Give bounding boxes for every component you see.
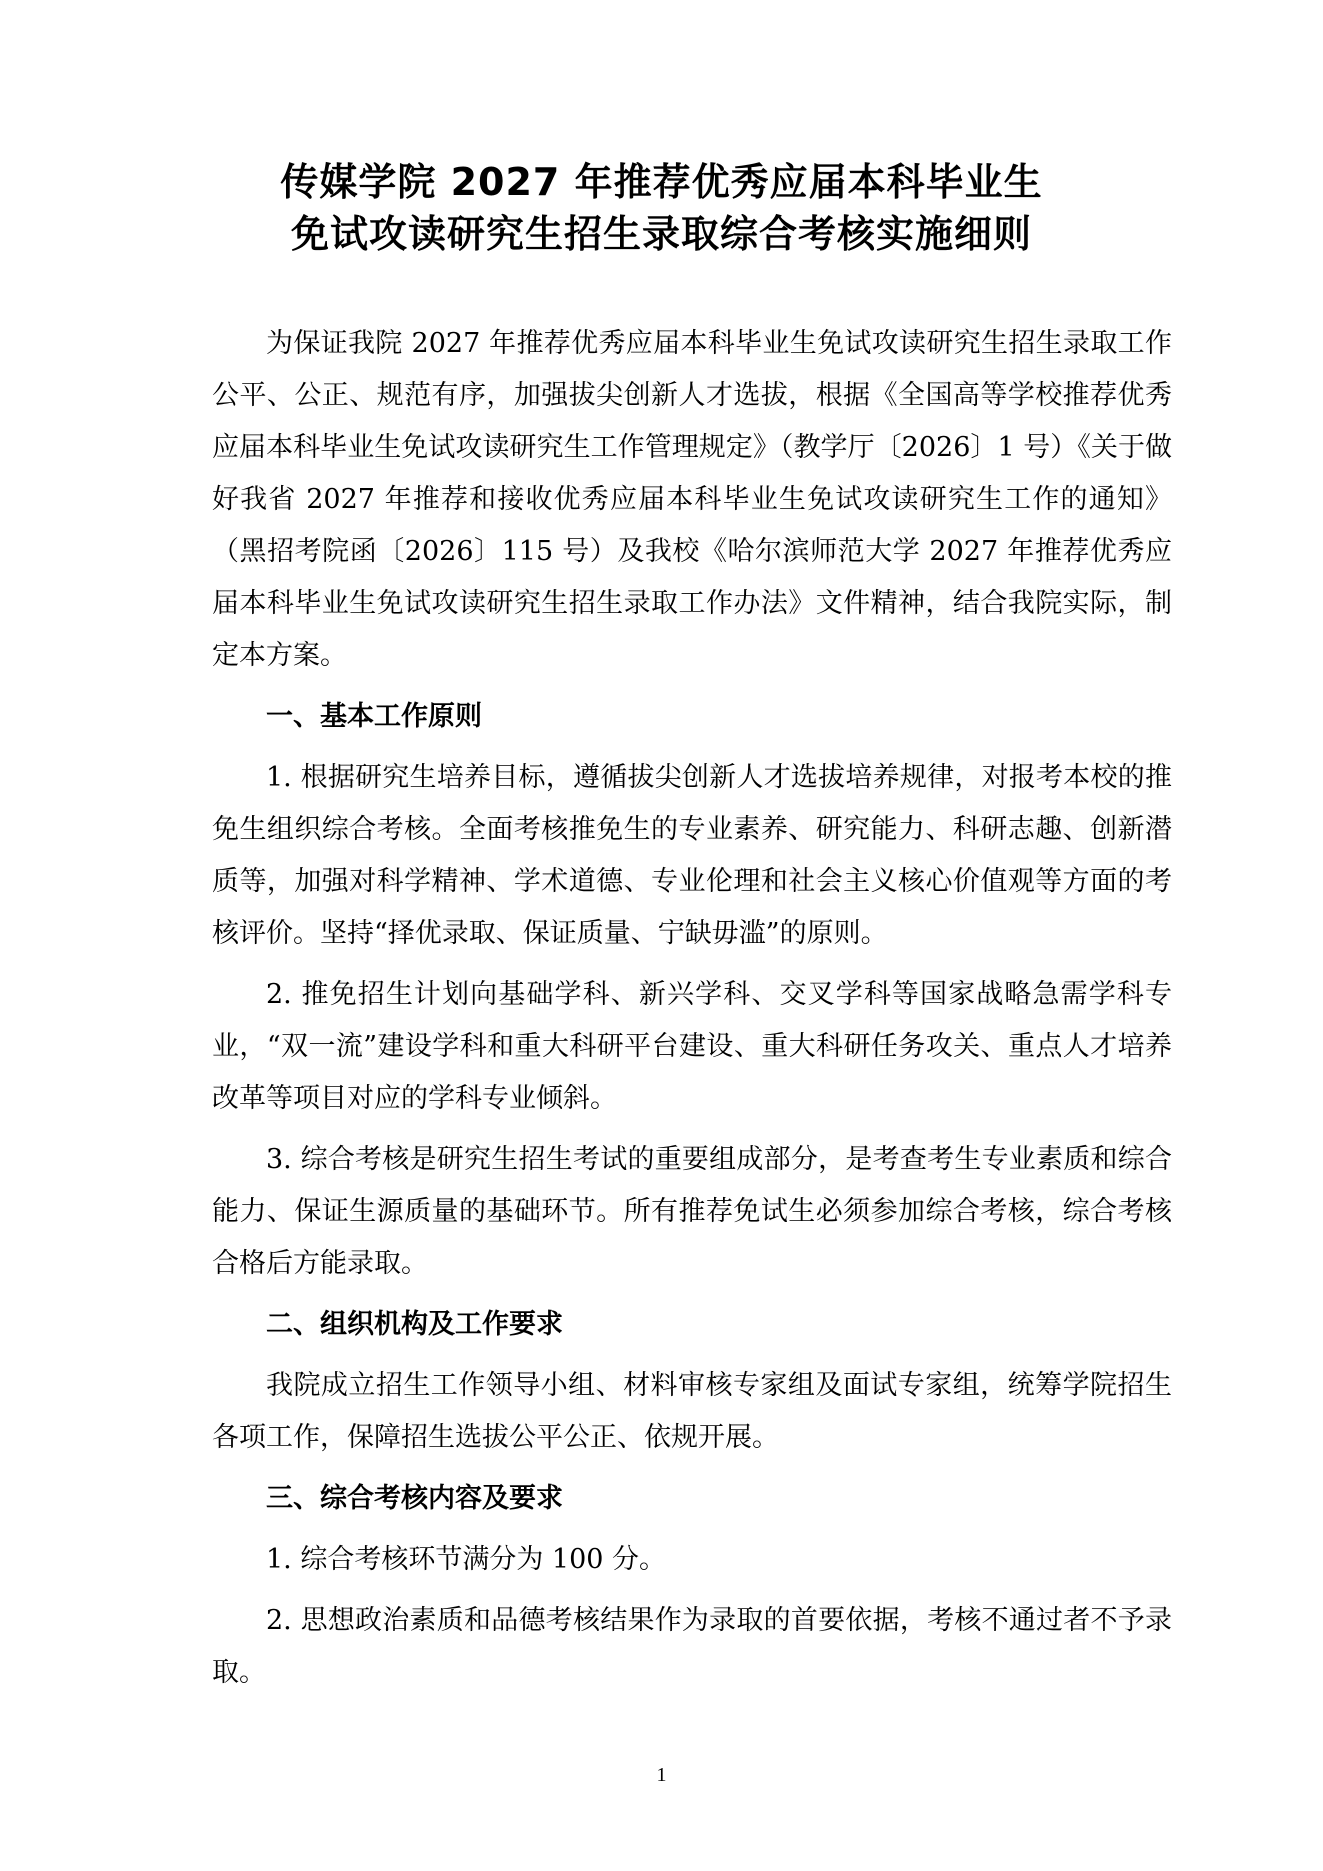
section-1-item-2: 2. 推免招生计划向基础学科、新兴学科、交叉学科等国家战略急需学科专业，“双一流”建设学科和重大科研平台建设、重大科研任务攻关、重点人才培养改革等项目对应的学科专业倾斜。	[212, 979, 1172, 1114]
section-3-item-1: 1. 综合考核环节满分为 100 分。	[266, 1544, 667, 1575]
section-3-heading: 三、综合考核内容及要求	[266, 1483, 563, 1514]
document-body	[212, 318, 1172, 1699]
page-number: 1	[656, 1764, 667, 1786]
section-3-item-2: 2. 思想政治素质和品德考核结果作为录取的首要依据，考核不通过者不予录取。	[212, 1605, 1172, 1688]
document-title-line-1: 传媒学院 2027 年推荐优秀应届本科毕业生	[280, 160, 1043, 204]
document-title-line-2: 免试攻读研究生招生录取综合考核实施细则	[290, 212, 1032, 256]
section-1-item-3: 3. 综合考核是研究生招生考试的重要组成部分，是考查考生专业素质和综合能力、保证生源质量的基础环节。所有推荐免试生必须参加综合考核，综合考核合格后方能录取。	[212, 1144, 1172, 1279]
section-2-heading: 二、组织机构及工作要求	[266, 1309, 563, 1340]
section-1-heading: 一、基本工作原则	[266, 701, 482, 732]
intro-paragraph: 为保证我院 2027 年推荐优秀应届本科毕业生免试攻读研究生招生录取工作公平、公正、规范有序，加强拔尖创新人才选拔，根据《全国高等学校推荐优秀应届本科毕业生免试攻读研究生工作管理规定》（教学厅〔2026〕1 号）《关于做好我省 2027 年推荐和接收优秀应届本科毕业生免试攻读研究生工作的通知》（黑招考院函〔2026〕115 号）及我校《哈尔滨师范大学 2027 年推荐优秀应届本科毕业生免试攻读研究生招生录取工作办法》文件精神，结合我院实际，制定本方案。	[212, 328, 1172, 671]
section-1-item-1: 1. 根据研究生培养目标，遵循拔尖创新人才选拔培养规律，对报考本校的推免生组织综合考核。全面考核推免生的专业素养、研究能力、科研志趣、创新潜质等，加强对科学精神、学术道德、专业伦理和社会主义核心价值观等方面的考核评价。坚持“择优录取、保证质量、宁缺毋滥”的原则。	[212, 762, 1172, 949]
section-2-text: 我院成立招生工作领导小组、材料审核专家组及面试专家组，统筹学院招生各项工作，保障招生选拔公平公正、依规开展。	[212, 1370, 1172, 1453]
